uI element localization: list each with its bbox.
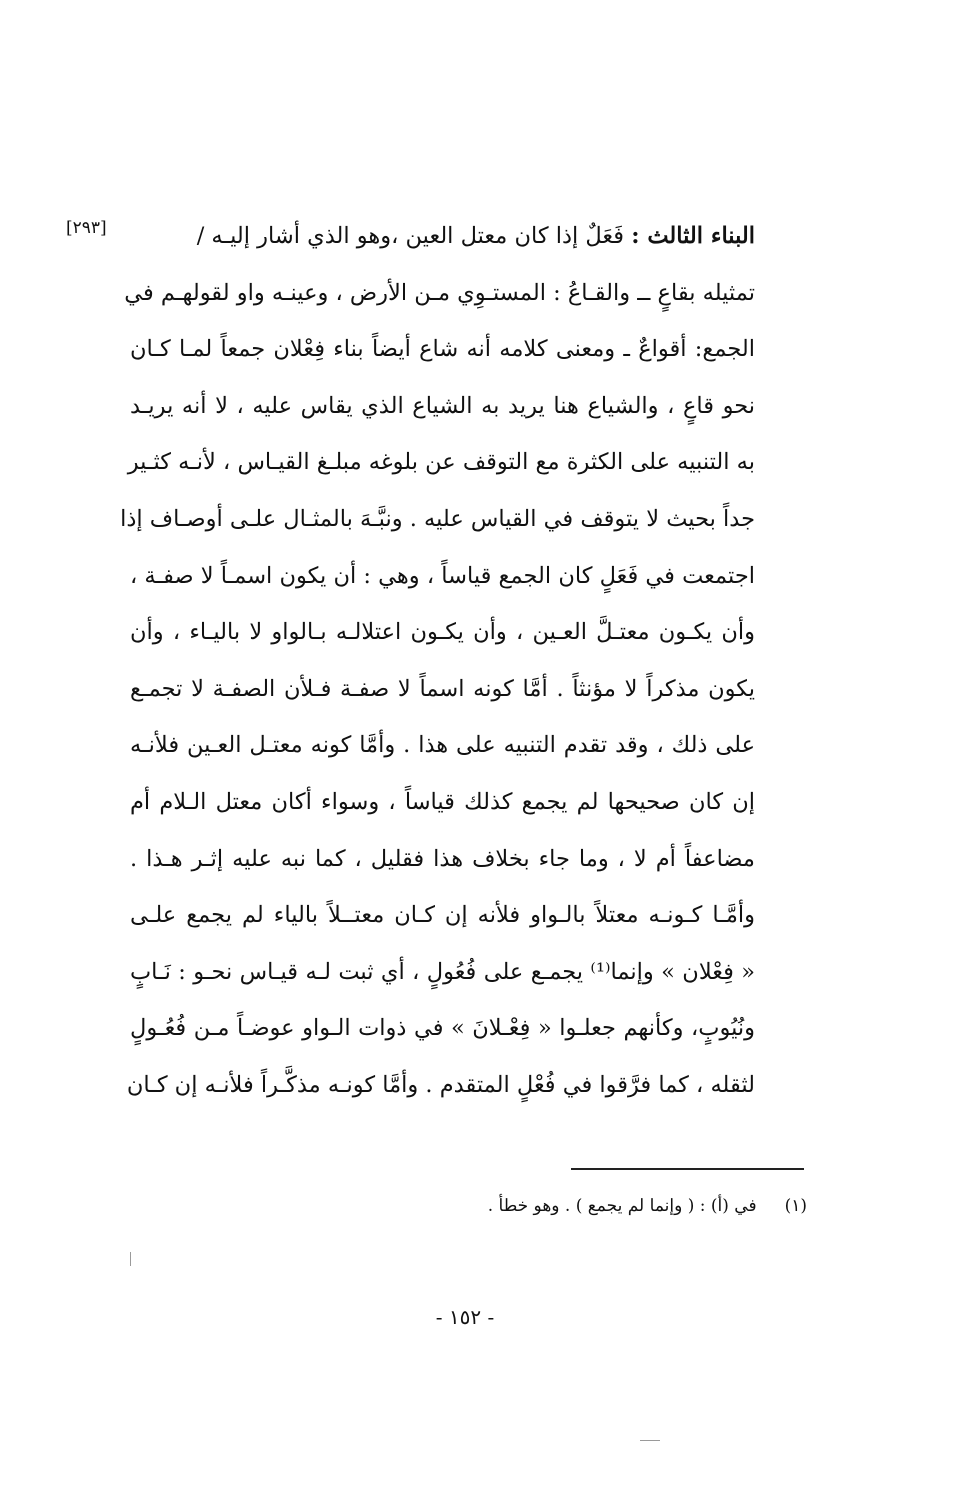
text-line-13: وأمَّـا كـونـه معتلاً بالـواو فلأنه إن كـان معتــلاً بالياء لم يجمع علـى	[130, 902, 755, 929]
text-line-5: به التنبيه على الكثرة مع التوقف عن بلوغه مبلـغ القيـاس ، لأنـه كثـير	[127, 449, 755, 476]
scan-speck	[640, 1440, 660, 1441]
text-line-9: يكون مذكراً لا مؤنثاً . أمَّا كونه اسماً لا صفـة فـلأن الصفـة لا تجمـع	[130, 675, 755, 702]
section-lead: البناء الثالث :	[631, 223, 755, 249]
page-reference-marker: [٢٩٣]	[66, 218, 107, 238]
text-line-4: نحو قاعٍ ، والشياع هنا يريد به الشياع الذي يقاس عليه ، لا أنه يريـد	[130, 392, 755, 419]
text-line-10: على ذلك ، وقد تقدم التنبيه على هذا . وأمَّا كونه معتـل العـين فلأنـه	[130, 732, 755, 759]
text-line-15: ونُيُوبٍ، وكأنهم جعلـوا « فِعْـلانَ » في ذوات الـواو عوضـاً مـن فُعُـولٍ	[130, 1015, 755, 1042]
footnote	[488, 1196, 807, 1216]
footnote-text: في (أ) : ( وإنما لم يجمع ) . وهو خطأ .	[487, 1196, 757, 1216]
text-line-2: تمثيله بقاعٍ ــ والقـاعُ : المستـوِي مـن الأرض ، وعينـه واو لقولهـم في	[124, 279, 755, 306]
text-line-8: وأن يكـون معتـلَّ العـين ، وأن يكـون اعتلالـه بـالواو لا باليـاء ، وأن	[130, 619, 755, 646]
text-line-1	[130, 208, 755, 265]
footnote-number: (١)	[784, 1196, 807, 1216]
text-line-1-rest: فَعَلٌ إذا كان معتل العين ،وهو الذي أشار إليـه /	[196, 223, 625, 249]
text-line-7: اجتمعت في فَعَلٍ كان الجمع قياساً ، وهي : أن يكون اسمـاً لا صفـة ،	[130, 562, 755, 589]
text-line-6: جداً بحيث لا يتوقف في القياس عليه . ونبَّـهَ بالمثـال علـى أوصـاف إذا	[120, 505, 755, 532]
scan-speck	[130, 1252, 131, 1266]
text-line-12: مضاعفاً أم لا ، وما جاء بخلاف هذا فقليل ، كما نبه عليه إثـر هـذا .	[130, 845, 755, 872]
text-line-16: لثقله ، كما فرَّقوا في فُعْلٍ المتقدم . وأمَّا كونـه مذكَّـراً فلأنـه إن كـان	[126, 1071, 755, 1098]
page-number: - ١٥٢ -	[435, 1305, 495, 1329]
footnote-divider	[571, 1168, 804, 1170]
text-line-14: « فِعْلان » وإنما⁽¹⁾ يجمـع على فُعُولٍ ، أي ثبت لـه قيـاس نحـو : نَـابٍ	[130, 958, 755, 985]
text-line-11: إن كان صحيحها لم يجمع كذلك قياساً ، وسواء أكان معتل الـلام أم	[130, 788, 755, 815]
main-paragraph	[120, 208, 755, 1114]
text-line-3: الجمع: أقواعٌ ـ ومعنى كلامه أنه شاع أيضاً بناء فِعْلان جمعاً لمـا كـان	[130, 336, 755, 363]
